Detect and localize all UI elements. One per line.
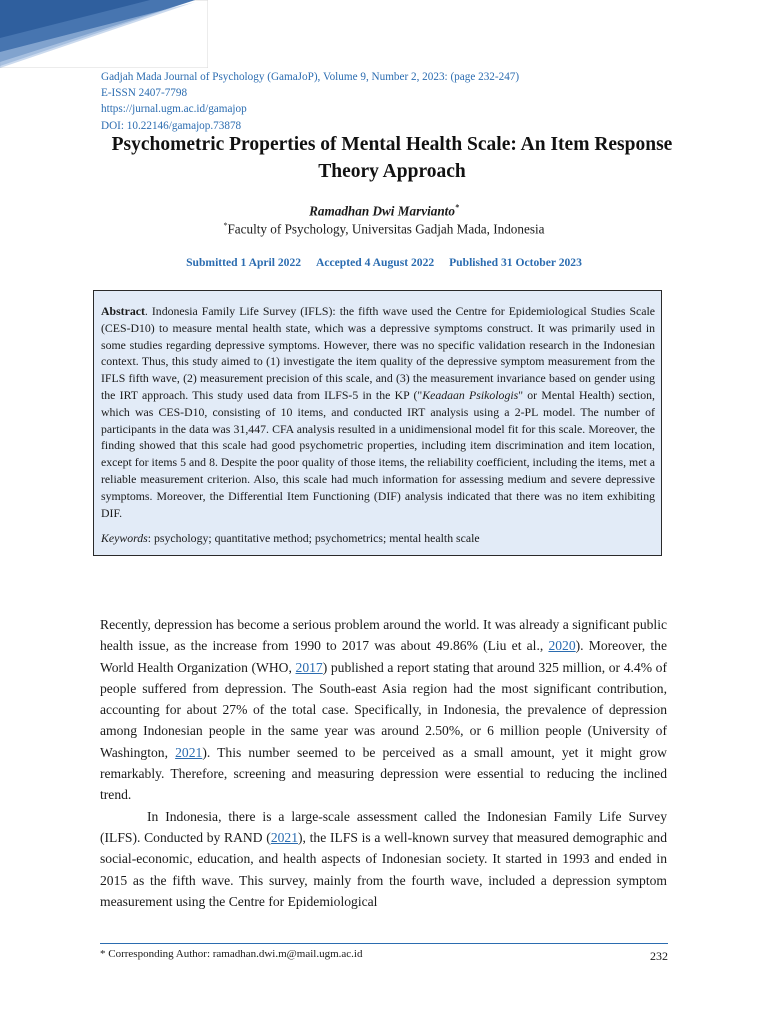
abstract-text: Abstract. Indonesia Family Life Survey (IFLS): the fifth wave used the Centre for Epidemiological Studies Scale (CES-D10) to measure mental health state, which was a depressive symptoms construct. It was primarily used in some studies regarding depressive symptoms. However, there was no specific validation research in the Indonesian context. Thus, this study aimed to (1) investigate the item quality of the depressive symptom measurement from the IFLS fifth wave, (2) measurement precision of this scale, and (3) the measurement invariance based on gender using the IRT approach. This study used data from ILFS-5 in the KP ("Keadaan Psikologis" or Mental Health) section, which was CES-D10, consisting of 10 items, and conducted IRT analysis using a 2-PL model. The number of participants in the data was 31,447. CFA analysis resulted in a unidimensional model fit for this scale. Moreover, the finding showed that this scale had good psychometric properties, including item discrimination and item location, except for items 5 and 8. Despite the poor quality of those items, the reliability coefficient, including the items, met a reliable measurement criterion. Also, this scale had much information for assessing medium and severe depressive symptoms. Moreover, the Differential Item Functioning (DIF) analysis indicated that there was no item exhibiting DIF. <box>101 304 655 520</box>
journal-meta <box>101 69 519 134</box>
citation-link[interactable]: 2021 <box>270 829 298 845</box>
article-title: Psychometric Properties of Mental Health Scale: An Item Response Theory Approach <box>111 134 673 182</box>
body-text <box>100 614 667 912</box>
abstract-label: Abstract <box>101 304 145 318</box>
journal-eissn: E-ISSN 2407-7798 <box>101 87 188 100</box>
affiliation-mark: * <box>223 221 228 230</box>
affiliation-line <box>0 221 768 237</box>
keywords-label: Keywords <box>101 531 148 546</box>
affiliation: Faculty of Psychology, Universitas Gadjah Mada, Indonesia <box>227 221 545 237</box>
accepted-date: Accepted 4 August 2022 <box>315 256 435 269</box>
author-name: Ramadhan Dwi Marvianto <box>309 203 455 219</box>
citation-link[interactable]: 2020 <box>548 638 576 654</box>
published-date: Published 31 October 2023 <box>449 256 582 269</box>
corner-decoration <box>0 0 208 68</box>
keywords: Keywords: psychology; quantitative method; psychometrics; mental health scale <box>101 531 480 546</box>
footer-divider <box>100 943 668 944</box>
page-number: 232 <box>650 949 668 963</box>
citation-link[interactable]: 2017 <box>295 659 323 675</box>
citation-link[interactable]: 2021 <box>175 744 203 760</box>
author-mark: * <box>454 203 459 212</box>
submitted-date: Submitted 1 April 2022 <box>186 256 302 269</box>
paragraph-2: In Indonesia, there is a large-scale assessment called the Indonesian Family Life Survey (ILFS). Conducted by RAND (2021), the ILFS is a well-known survey that measured demographic and social-economic, education, and health aspects of Indonesian society. It started in 1993 and ended in 2015 as the fifth wave. This survey, mainly from the fourth wave, included a depression symptom measurement using the Centre for Epidemiological <box>100 808 667 909</box>
author-line <box>0 203 768 219</box>
abstract-italic-term: Keadaan Psikologis <box>422 387 519 402</box>
paragraph-1: Recently, depression has become a serious problem around the world. It was already a significant public health issue, as the increase from 1990 to 2017 was about 49.86% (Liu et al., 2020). Moreover, the World Health Organization (WHO, 2017) published a report stating that around 325 million, or 4.4% of people suffered from depression. The South-east Asia region had the most significant contribution, accounting for about 27% of the total case. Specifically, in Indonesia, the prevalence of depression among Indonesian people in the same year was around 2.50%, or 6 million people (University of Washington, 2021). This number seemed to be perceived as a small amount, yet it might grow remarkably. Therefore, screening and measuring depression were essential to reducing the inclined trend. <box>100 617 668 803</box>
journal-doi[interactable]: DOI: 10.22146/gamajop.73878 <box>101 119 242 132</box>
corresponding-author-footnote: * Corresponding Author: ramadhan.dwi.m@mail.ugm.ac.id <box>100 948 363 960</box>
abstract-box <box>93 290 662 556</box>
journal-citation: Gadjah Mada Journal of Psychology (GamaJoP), Volume 9, Number 2, 2023: (page 232-247) <box>101 71 520 83</box>
journal-url-link[interactable]: https://jurnal.ugm.ac.id/gamajop <box>101 103 247 116</box>
publication-dates <box>0 256 768 269</box>
